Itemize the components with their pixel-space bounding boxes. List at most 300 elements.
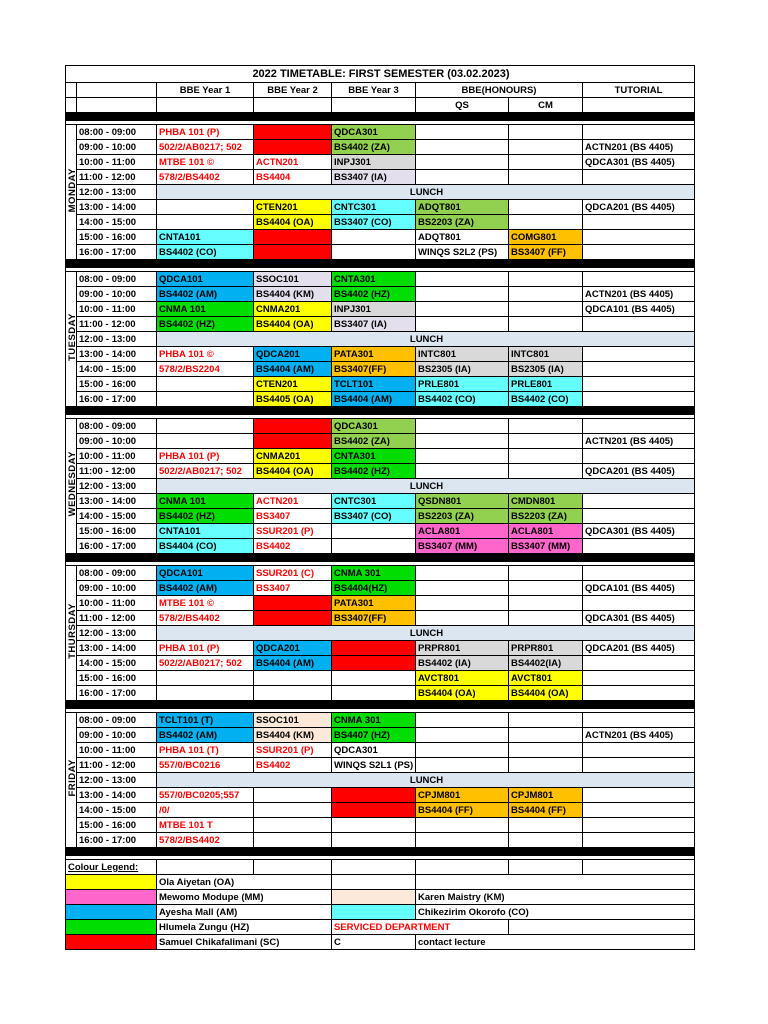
session-cell: CTEN201 — [254, 200, 332, 215]
session-cell — [416, 155, 509, 170]
session-cell — [509, 215, 583, 230]
session-cell: ACTN201 (BS 4405) — [583, 140, 695, 155]
session-cell — [583, 494, 695, 509]
session-cell: BS3407 (MM) — [509, 539, 583, 554]
session-cell: BS4404 (AM) — [332, 392, 416, 407]
session-cell: /0/ — [157, 803, 254, 818]
session-cell: BS4402 (HZ) — [332, 464, 416, 479]
session-cell: BS4402 (CO) — [509, 392, 583, 407]
session-cell: 557/0/BC0216 — [157, 758, 254, 773]
session-cell: QDCA101 (BS 4405) — [583, 302, 695, 317]
session-cell: MTBE 101 © — [157, 155, 254, 170]
session-cell: PHBA 101 (P) — [157, 449, 254, 464]
subheader-blank — [583, 98, 695, 113]
session-cell: BS4402 (CO) — [157, 245, 254, 260]
legend-title: Colour Legend: — [66, 860, 157, 875]
session-cell — [332, 230, 416, 245]
session-cell: BS4402 (AM) — [157, 728, 254, 743]
session-cell: CNMA 101 — [157, 494, 254, 509]
session-cell: BS4402 (HZ) — [332, 287, 416, 302]
session-cell: QDCA201 (BS 4405) — [583, 200, 695, 215]
subheader-blank — [66, 98, 77, 113]
session-cell: BS4402 (ZA) — [332, 434, 416, 449]
time-slot: 08:00 - 09:00 — [77, 419, 157, 434]
day-separator — [66, 113, 695, 121]
time-slot: 10:00 - 11:00 — [77, 743, 157, 758]
time-slot: 13:00 - 14:00 — [77, 494, 157, 509]
session-cell — [509, 713, 583, 728]
session-cell: QDCA201 — [254, 347, 332, 362]
session-cell: QSDN801 — [416, 494, 509, 509]
time-slot: 09:00 - 10:00 — [77, 581, 157, 596]
legend-swatch — [66, 875, 157, 890]
time-slot: 08:00 - 09:00 — [77, 713, 157, 728]
session-cell — [416, 449, 509, 464]
session-cell — [157, 200, 254, 215]
lunch-row: LUNCH — [157, 773, 695, 788]
session-cell: MTBE 101 © — [157, 596, 254, 611]
time-slot: 15:00 - 16:00 — [77, 230, 157, 245]
session-cell — [583, 347, 695, 362]
legend-contact-text: contact lecture — [416, 935, 695, 950]
session-cell — [583, 509, 695, 524]
time-slot: 14:00 - 15:00 — [77, 509, 157, 524]
legend-swatch — [332, 890, 416, 905]
session-cell — [157, 377, 254, 392]
session-cell: CPJM801 — [416, 788, 509, 803]
session-cell: BS4402 (IA) — [416, 656, 509, 671]
session-cell: AVCT801 — [416, 671, 509, 686]
session-cell: QDCA301 (BS 4405) — [583, 524, 695, 539]
day-separator — [66, 407, 695, 415]
time-slot: 16:00 - 17:00 — [77, 245, 157, 260]
session-cell: CNTA101 — [157, 524, 254, 539]
session-cell: ACTN201 — [254, 155, 332, 170]
session-cell: BS3407 — [254, 509, 332, 524]
session-cell: BS3407 — [254, 581, 332, 596]
session-cell: QDCA301 — [332, 419, 416, 434]
session-cell — [583, 788, 695, 803]
session-cell: WINQS S2L1 (PS) — [332, 758, 416, 773]
session-cell: ACLA801 — [416, 524, 509, 539]
session-cell — [509, 449, 583, 464]
lunch-row: LUNCH — [157, 185, 695, 200]
session-cell: BS2203 (ZA) — [416, 215, 509, 230]
session-cell — [416, 728, 509, 743]
session-cell: PRLE801 — [416, 377, 509, 392]
time-slot: 16:00 - 17:00 — [77, 392, 157, 407]
session-cell — [583, 170, 695, 185]
session-cell: INTC801 — [416, 347, 509, 362]
session-cell — [332, 686, 416, 701]
day-label-wednesday — [66, 419, 77, 554]
session-cell: BS3407 (SC) — [254, 434, 332, 449]
time-slot: 08:00 - 09:00 — [77, 125, 157, 140]
session-cell — [509, 833, 583, 848]
session-cell: CNSP201 — [254, 125, 332, 140]
day-name: THURSDAY — [67, 603, 78, 659]
session-cell — [416, 743, 509, 758]
session-cell: SSUR201 (C) — [254, 566, 332, 581]
session-cell — [332, 245, 416, 260]
session-cell — [254, 686, 332, 701]
session-cell — [509, 758, 583, 773]
time-slot: 08:00 - 09:00 — [77, 272, 157, 287]
time-slot: 16:00 - 17:00 — [77, 539, 157, 554]
session-cell: BS3407 (IA) — [332, 317, 416, 332]
session-cell: BS4402 (HZ) — [157, 509, 254, 524]
session-cell: CNMA 301 — [332, 713, 416, 728]
time-slot: 12:00 - 13:00 — [77, 626, 157, 641]
session-cell: BS3407(FF) — [332, 362, 416, 377]
time-slot: 10:00 - 11:00 — [77, 155, 157, 170]
session-cell: BS3407(FF) — [332, 611, 416, 626]
session-cell: SSUR201 (P) — [254, 524, 332, 539]
session-cell — [583, 539, 695, 554]
session-cell — [332, 818, 416, 833]
session-cell — [509, 419, 583, 434]
legend-swatch — [66, 920, 157, 935]
session-cell: INPJ301 — [332, 155, 416, 170]
day-label-thursday — [66, 566, 77, 701]
session-cell: PATA301 — [332, 347, 416, 362]
session-cell: BS3407 (IA) — [332, 170, 416, 185]
session-cell: BS4402 (AM) — [157, 581, 254, 596]
session-cell — [157, 686, 254, 701]
session-cell: QDCA301 (BS 4405) — [583, 155, 695, 170]
subheader-cm: CM — [509, 98, 583, 113]
time-slot: 09:00 - 10:00 — [77, 140, 157, 155]
time-slot: 15:00 - 16:00 — [77, 818, 157, 833]
timetable-title: 2022 TIMETABLE: FIRST SEMESTER (03.02.2023) — [66, 66, 695, 83]
header-tutorial: TUTORIAL — [583, 83, 695, 98]
time-slot: 14:00 - 15:00 — [77, 803, 157, 818]
session-cell: ACTN201 — [254, 494, 332, 509]
session-cell — [509, 818, 583, 833]
session-cell: QDCA201 — [254, 641, 332, 656]
session-cell: QDCA301 (BS 4405) — [583, 611, 695, 626]
subheader-blank — [77, 98, 157, 113]
time-slot: 09:00 - 10:00 — [77, 287, 157, 302]
session-cell — [583, 758, 695, 773]
session-cell: CNTC301 — [332, 494, 416, 509]
legend-blank — [332, 860, 416, 875]
legend-contact-code: C — [332, 935, 416, 950]
session-cell — [583, 818, 695, 833]
session-cell — [583, 686, 695, 701]
time-slot: 13:00 - 14:00 — [77, 347, 157, 362]
time-slot: 16:00 - 17:00 — [77, 833, 157, 848]
session-cell — [416, 317, 509, 332]
session-cell — [416, 125, 509, 140]
session-cell — [509, 155, 583, 170]
legend-blank — [509, 860, 583, 875]
session-cell: 578/2/BS4402 — [157, 170, 254, 185]
session-cell: CNTC301 — [332, 200, 416, 215]
session-cell: BS4402 (CO) — [416, 392, 509, 407]
session-cell: CNMA201 — [254, 302, 332, 317]
time-slot: 11:00 - 12:00 — [77, 611, 157, 626]
time-slot: 14:00 - 15:00 — [77, 362, 157, 377]
lunch-row: LUNCH — [157, 332, 695, 347]
session-cell — [509, 581, 583, 596]
session-cell: BS4402 (HZ) — [157, 317, 254, 332]
subheader-qs: QS — [416, 98, 509, 113]
session-cell — [509, 596, 583, 611]
session-cell: COMG801 — [509, 230, 583, 245]
session-cell — [416, 140, 509, 155]
session-cell: QDCA201 (BS 4405) — [583, 641, 695, 656]
session-cell: CNMA 301 — [332, 566, 416, 581]
session-cell — [416, 464, 509, 479]
time-slot: 13:00 - 14:00 — [77, 788, 157, 803]
session-cell — [332, 671, 416, 686]
session-cell: 578/2/BS4402 — [157, 833, 254, 848]
session-cell: CNTA101 — [157, 230, 254, 245]
session-cell: CMDN801 — [509, 494, 583, 509]
session-cell — [583, 803, 695, 818]
session-cell: QDCA101 (BS 4405) — [583, 581, 695, 596]
session-cell: CNLW301 — [332, 788, 416, 803]
legend-swatch — [332, 905, 416, 920]
time-slot: 14:00 - 15:00 — [77, 656, 157, 671]
session-cell — [416, 272, 509, 287]
day-name: WEDNESDAY — [67, 451, 78, 517]
legend-swatch — [66, 890, 157, 905]
session-cell — [416, 596, 509, 611]
header-bbe-year-3: BBE Year 3 — [332, 83, 416, 98]
session-cell: 502/2/AB0217; 502 — [157, 656, 254, 671]
session-cell — [509, 272, 583, 287]
legend-name: Hlumela Zungu (HZ) — [157, 920, 332, 935]
session-cell: INPJ301 — [332, 302, 416, 317]
subheader-blank — [332, 98, 416, 113]
session-cell — [509, 140, 583, 155]
session-cell: BS3407 (MM) — [416, 539, 509, 554]
day-label-tuesday — [66, 272, 77, 407]
legend-blank — [157, 860, 254, 875]
session-cell — [583, 362, 695, 377]
time-slot: 10:00 - 11:00 — [77, 449, 157, 464]
session-cell — [583, 566, 695, 581]
session-cell — [583, 392, 695, 407]
time-slot: 09:00 - 10:00 — [77, 728, 157, 743]
session-cell — [509, 302, 583, 317]
legend-swatch — [332, 875, 416, 890]
session-cell: 578/2/BS2204 — [157, 362, 254, 377]
legend-blank — [509, 920, 695, 935]
session-cell: BS4404 (OA) — [416, 686, 509, 701]
session-cell: QDCA101 — [157, 272, 254, 287]
session-cell: PRPR801 — [416, 641, 509, 656]
header-bbe-year-1: BBE Year 1 — [157, 83, 254, 98]
session-cell — [416, 434, 509, 449]
session-cell: SSUR201 (P) — [254, 743, 332, 758]
session-cell: PHBA 101 (P) — [157, 125, 254, 140]
session-cell: AVCT801 — [509, 671, 583, 686]
session-cell — [509, 566, 583, 581]
legend-name: Chikezirim Okorofo (CO) — [416, 905, 695, 920]
session-cell — [583, 671, 695, 686]
session-cell: BS4402 — [254, 539, 332, 554]
session-cell — [416, 581, 509, 596]
legend-blank — [254, 860, 332, 875]
session-cell: 557/0/BC0205;557 — [157, 788, 254, 803]
session-cell: BS4404 — [254, 170, 332, 185]
session-cell — [583, 230, 695, 245]
session-cell — [332, 524, 416, 539]
session-cell: 578/2/BS4402 — [157, 611, 254, 626]
time-slot: 08:00 - 09:00 — [77, 566, 157, 581]
session-cell: PHBA 101 (P) — [157, 641, 254, 656]
session-cell: 502/2/AB0217; 502 — [157, 140, 254, 155]
session-cell — [509, 317, 583, 332]
time-slot: 12:00 - 13:00 — [77, 773, 157, 788]
time-slot: 14:00 - 15:00 — [77, 215, 157, 230]
session-cell: WINQS S2L2 (PS) — [416, 245, 509, 260]
session-cell — [157, 392, 254, 407]
day-separator — [66, 701, 695, 709]
session-cell — [509, 743, 583, 758]
session-cell: QDCA301 — [332, 125, 416, 140]
header-bbe-year-2: BBE Year 2 — [254, 83, 332, 98]
session-cell: PHBA 101 © — [157, 347, 254, 362]
day-name: TUESDAY — [67, 312, 78, 362]
day-separator — [66, 260, 695, 268]
session-cell: CNSP201 — [254, 419, 332, 434]
session-cell: MTBE 101 T — [157, 818, 254, 833]
session-cell — [583, 272, 695, 287]
session-cell — [583, 449, 695, 464]
session-cell: 502/2/AB0217; 502 — [157, 464, 254, 479]
session-cell — [332, 539, 416, 554]
session-cell: BS3407 (SC) — [332, 803, 416, 818]
time-slot: 12:00 - 13:00 — [77, 479, 157, 494]
session-cell: BS4404 (AM) — [254, 656, 332, 671]
session-cell — [157, 434, 254, 449]
session-cell: BS4405 (OA) — [254, 392, 332, 407]
session-cell: CTEN201 — [254, 377, 332, 392]
session-cell — [583, 245, 695, 260]
legend-name: Ayesha Mall (AM) — [157, 905, 332, 920]
legend-serviced-department: SERVICED DEPARTMENT — [332, 920, 509, 935]
session-cell: BS4404 (SC) — [254, 140, 332, 155]
session-cell: QDCA301 — [332, 743, 416, 758]
legend-name: Ola Aiyetan (OA) — [157, 875, 332, 890]
session-cell — [509, 611, 583, 626]
session-cell — [583, 713, 695, 728]
legend-name: Mewomo Modupe (MM) — [157, 890, 332, 905]
legend-name: Samuel Chikafalimani (SC) — [157, 935, 332, 950]
session-cell — [509, 200, 583, 215]
session-cell — [583, 317, 695, 332]
session-cell — [583, 656, 695, 671]
session-cell — [509, 464, 583, 479]
legend-swatch — [66, 935, 157, 950]
time-slot: 15:00 - 16:00 — [77, 524, 157, 539]
session-cell: BS4404 (SC) — [254, 611, 332, 626]
session-cell: BS4402 — [254, 758, 332, 773]
time-slot: 13:00 - 14:00 — [77, 641, 157, 656]
session-cell: BS3407 (CO) — [332, 509, 416, 524]
session-cell: BS3407 (SC) — [332, 656, 416, 671]
legend-swatch — [66, 905, 157, 920]
session-cell: SSOC101 — [254, 272, 332, 287]
session-cell: BS4404(HZ) — [332, 581, 416, 596]
day-name: FRIDAY — [67, 759, 78, 797]
session-cell: ACLA801 — [509, 524, 583, 539]
session-cell: PRPR801 — [509, 641, 583, 656]
session-cell: QDCA101 — [157, 566, 254, 581]
session-cell: BS4404 (FF) — [509, 803, 583, 818]
session-cell: BS3407 (FF) — [509, 245, 583, 260]
session-cell: BS4404 (OA) — [254, 215, 332, 230]
session-cell: BS4407 (HZ) — [332, 728, 416, 743]
session-cell: ECNA201 — [254, 230, 332, 245]
session-cell — [254, 803, 332, 818]
session-cell: ACTN201 (BS 4405) — [583, 728, 695, 743]
session-cell — [583, 743, 695, 758]
session-cell: BS2305 (IA) — [509, 362, 583, 377]
session-cell: BS2203 (ZA) — [509, 509, 583, 524]
session-cell: PRLE801 — [509, 377, 583, 392]
legend-blank — [416, 860, 509, 875]
session-cell: TCLT101 (T) — [157, 713, 254, 728]
session-cell — [157, 671, 254, 686]
time-slot: 16:00 - 17:00 — [77, 686, 157, 701]
session-cell — [583, 125, 695, 140]
session-cell — [416, 302, 509, 317]
session-cell: CNTA301 — [332, 449, 416, 464]
session-cell — [509, 170, 583, 185]
time-slot: 15:00 - 16:00 — [77, 377, 157, 392]
time-slot: 11:00 - 12:00 — [77, 758, 157, 773]
session-cell — [254, 818, 332, 833]
session-cell — [157, 215, 254, 230]
session-cell: BS4402 (AM) — [157, 287, 254, 302]
lunch-row: LUNCH — [157, 479, 695, 494]
session-cell: CNMA201 — [254, 449, 332, 464]
session-cell — [583, 215, 695, 230]
time-slot: 13:00 - 14:00 — [77, 200, 157, 215]
session-cell: BS4404 (AM) — [254, 362, 332, 377]
session-cell — [416, 419, 509, 434]
header-bbe-honours: BBE(HONOURS) — [416, 83, 583, 98]
session-cell — [509, 287, 583, 302]
session-cell: CPJM801 — [509, 788, 583, 803]
session-cell: CNTA301 — [332, 272, 416, 287]
legend-blank — [583, 860, 695, 875]
time-slot: 10:00 - 11:00 — [77, 596, 157, 611]
session-cell — [157, 419, 254, 434]
time-slot: 12:00 - 13:00 — [77, 185, 157, 200]
session-cell: BS4404 (OA) — [254, 464, 332, 479]
time-slot: 09:00 - 10:00 — [77, 434, 157, 449]
session-cell: BS2305 (IA) — [416, 362, 509, 377]
session-cell — [254, 671, 332, 686]
session-cell: CNMA 101 — [157, 302, 254, 317]
session-cell: INTC801 — [509, 347, 583, 362]
day-label-monday — [66, 125, 77, 260]
session-cell — [416, 758, 509, 773]
session-cell: BS4404 (FF) — [416, 803, 509, 818]
time-slot: 11:00 - 12:00 — [77, 170, 157, 185]
session-cell: BS3407 (CO) — [332, 215, 416, 230]
session-cell: SSOC101 — [254, 713, 332, 728]
session-cell — [254, 833, 332, 848]
session-cell: CNLW301 — [332, 641, 416, 656]
session-cell: QDCA201 (BS 4405) — [583, 464, 695, 479]
